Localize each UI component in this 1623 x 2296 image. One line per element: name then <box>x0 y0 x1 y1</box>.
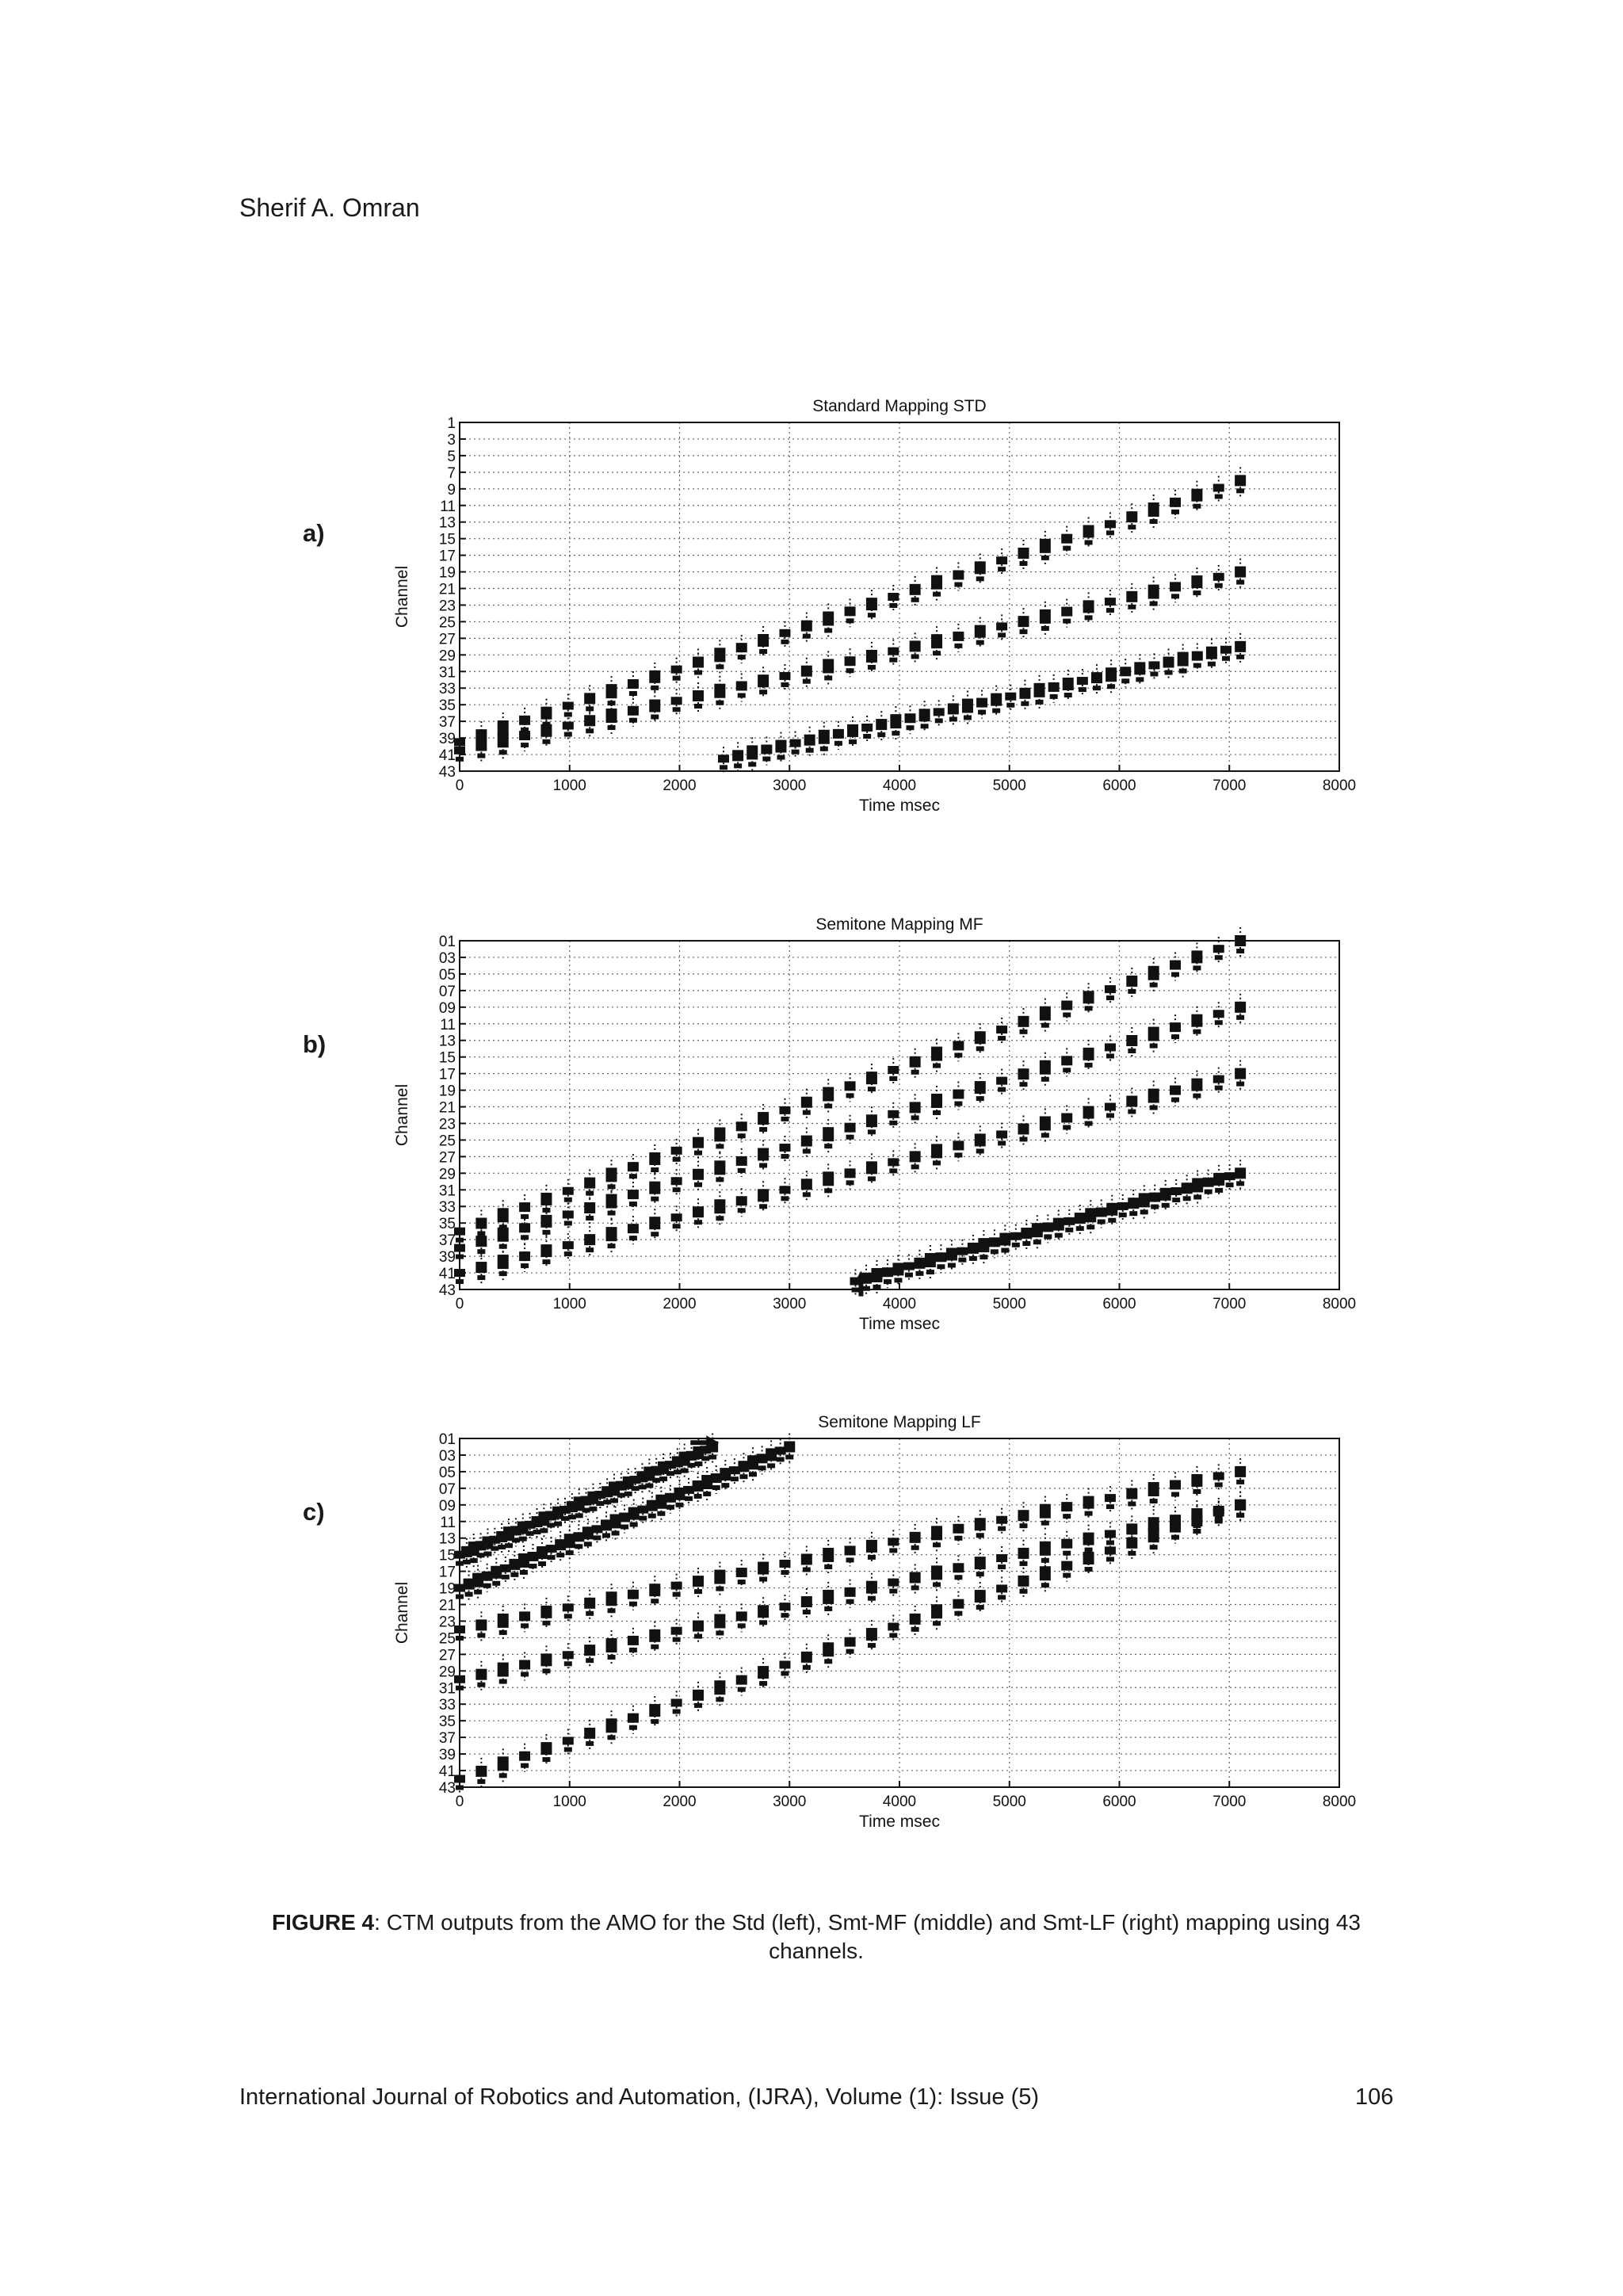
stimulation-pulse <box>1191 489 1202 502</box>
y-tick-label: 09 <box>438 1497 456 1515</box>
x-tick-label: 4000 <box>882 777 917 794</box>
stimulation-pulse <box>866 1628 877 1641</box>
y-tick-label: 27 <box>438 631 456 648</box>
y-tick-label: 23 <box>438 1116 456 1133</box>
y-tick-label: 29 <box>438 648 456 665</box>
y-tick-label: 05 <box>438 966 456 984</box>
channel-activity-band <box>454 927 1246 1247</box>
stimulation-pulse <box>775 740 786 753</box>
stimulation-pulse <box>975 625 986 638</box>
stimulation-pulse <box>803 1149 811 1154</box>
stimulation-pulse <box>999 1233 1010 1246</box>
stimulation-pulse <box>1160 1188 1171 1201</box>
stimulation-pulse <box>694 1182 702 1187</box>
y-tick-label: 33 <box>438 1199 456 1217</box>
y-tick-label: 43 <box>438 1282 456 1299</box>
y-tick-label: 03 <box>438 1447 456 1465</box>
stimulation-pulse <box>483 1552 491 1557</box>
y-tick-label: 3 <box>447 431 456 449</box>
figure-caption-text: : CTM outputs from the AMO for the Std (left), Smt-MF (middle) and Smt-LF (right) mapping using 43 channels. <box>374 1910 1361 1963</box>
stimulation-pulse <box>759 1163 767 1167</box>
stimulation-pulse <box>674 1469 682 1474</box>
stimulation-pulse <box>866 1161 877 1174</box>
y-tick-label: 17 <box>438 1564 456 1581</box>
stimulation-pulse <box>894 1278 902 1282</box>
stimulation-pulse <box>1193 1489 1201 1494</box>
x-axis-label: Time msec <box>859 797 940 815</box>
stimulation-pulse <box>540 1653 552 1666</box>
x-tick-label: 6000 <box>1102 777 1136 794</box>
chart-title: Semitone Mapping MF <box>815 915 983 934</box>
stimulation-pulse <box>651 1645 659 1649</box>
y-tick-label: 33 <box>438 1697 456 1714</box>
stimulation-pulse <box>602 1533 610 1538</box>
stimulation-pulse <box>1083 1048 1094 1060</box>
stimulation-pulse <box>1128 989 1136 994</box>
chart-semitone-mapping-mf <box>388 905 1379 1353</box>
running-header-author: Sherif A. Omran <box>239 193 420 222</box>
channel-activity-band <box>454 467 1246 757</box>
stimulation-pulse <box>866 1072 877 1084</box>
stimulation-pulse <box>1191 575 1202 588</box>
stimulation-pulse <box>649 1152 660 1165</box>
stimulation-pulse <box>463 1560 471 1564</box>
y-tick-label: 41 <box>438 747 456 765</box>
stimulation-pulse <box>866 650 877 663</box>
channel-activity-band <box>718 633 1246 774</box>
x-tick-label: 1000 <box>552 1296 586 1312</box>
y-tick-label: 37 <box>438 1730 456 1748</box>
y-tick-label: 15 <box>438 1547 456 1564</box>
y-tick-label: 27 <box>438 1647 456 1664</box>
stimulation-pulse <box>649 1704 660 1717</box>
y-axis-label: Channel <box>393 1083 411 1147</box>
channel-activity-band <box>454 1433 795 1603</box>
y-tick-label: 21 <box>438 1099 456 1117</box>
x-tick-label: 6000 <box>1102 1296 1136 1312</box>
stimulation-pulse <box>866 598 877 610</box>
stimulation-pulse <box>1076 1226 1084 1231</box>
x-tick-label: 3000 <box>773 1794 807 1810</box>
stimulation-pulse <box>866 1540 877 1553</box>
stimulation-pulse <box>758 1148 769 1160</box>
y-tick-label: 09 <box>438 999 456 1017</box>
x-tick-label: 5000 <box>992 1296 1026 1312</box>
panel-label-a: a) <box>303 519 325 547</box>
stimulation-pulse <box>803 1192 811 1197</box>
y-tick-label: 19 <box>438 1083 456 1100</box>
y-tick-label: 11 <box>440 498 456 515</box>
y-tick-label: 25 <box>438 614 456 632</box>
stimulation-pulse <box>946 1247 957 1260</box>
y-tick-label: 31 <box>438 1182 456 1200</box>
stimulation-pulse <box>758 1112 769 1125</box>
panel-label-b: b) <box>303 1030 327 1058</box>
y-tick-label: 7 <box>447 464 456 482</box>
stimulation-pulse <box>1083 525 1094 538</box>
stimulation-pulse <box>1128 1049 1136 1053</box>
y-tick-label: 19 <box>438 1580 456 1598</box>
chart-title: Standard Mapping STD <box>812 397 987 415</box>
x-tick-label: 3000 <box>773 1296 807 1312</box>
stimulation-pulse <box>1106 1203 1117 1216</box>
stimulation-pulse <box>649 1182 660 1194</box>
y-axis-label: Channel <box>393 565 411 628</box>
stimulation-pulse <box>975 1133 986 1146</box>
stimulation-pulse <box>1213 1173 1224 1186</box>
stimulation-pulse <box>649 1629 660 1642</box>
stimulation-pulse <box>758 634 769 647</box>
stimulation-pulse <box>1236 1082 1244 1087</box>
stimulation-pulse <box>758 1562 769 1575</box>
x-axis-label: Time msec <box>859 1813 940 1831</box>
y-tick-label: 17 <box>438 548 456 565</box>
stimulation-pulse <box>1108 1218 1116 1223</box>
stimulation-pulse <box>1191 1474 1202 1487</box>
stimulation-pulse <box>892 1263 903 1275</box>
x-tick-label: 8000 <box>1322 777 1357 794</box>
stimulation-pulse <box>1183 1196 1191 1201</box>
stimulation-pulse <box>649 670 660 683</box>
stimulation-pulse <box>649 700 660 712</box>
stimulation-pulse <box>651 686 659 690</box>
x-tick-label: 0 <box>455 1794 464 1810</box>
y-tick-label: 1 <box>447 415 456 432</box>
stimulation-pulse <box>1191 1079 1202 1091</box>
x-tick-label: 7000 <box>1212 1794 1247 1810</box>
y-tick-label: 05 <box>438 1464 456 1481</box>
stimulation-pulse <box>1019 1082 1027 1087</box>
y-tick-label: 39 <box>438 1747 456 1764</box>
stimulation-pulse <box>1136 677 1144 682</box>
y-tick-label: 25 <box>438 1133 456 1150</box>
y-tick-label: 13 <box>438 1033 456 1050</box>
figure-caption-label: FIGURE 4 <box>272 1910 375 1935</box>
stimulation-pulse <box>1063 678 1074 690</box>
stimulation-pulse <box>540 1742 552 1755</box>
stimulation-pulse <box>586 1658 594 1663</box>
footer-page-number: 106 <box>1355 2084 1394 2110</box>
x-tick-label: 4000 <box>882 1296 917 1312</box>
y-tick-label: 31 <box>438 664 456 682</box>
x-tick-label: 1000 <box>552 1794 586 1810</box>
stimulation-pulse <box>1193 1030 1201 1034</box>
stimulation-pulse <box>649 1217 660 1229</box>
y-tick-label: 9 <box>447 481 456 499</box>
y-tick-label: 13 <box>438 514 456 532</box>
y-tick-label: 17 <box>438 1066 456 1083</box>
stimulation-pulse <box>847 724 858 737</box>
stimulation-pulse <box>866 1581 877 1594</box>
stimulation-pulse <box>975 1081 986 1094</box>
y-tick-label: 13 <box>438 1530 456 1548</box>
stimulation-pulse <box>975 1518 986 1530</box>
stimulation-pulse <box>976 1148 984 1153</box>
y-tick-label: 37 <box>438 714 456 732</box>
stimulation-pulse <box>694 1220 702 1224</box>
stimulation-pulse <box>975 1031 986 1044</box>
x-tick-label: 0 <box>455 1296 464 1312</box>
stimulation-pulse <box>1191 950 1202 963</box>
x-tick-label: 7000 <box>1212 1296 1247 1312</box>
x-tick-label: 0 <box>455 777 464 794</box>
y-tick-label: 35 <box>438 697 456 715</box>
stimulation-pulse <box>991 693 1002 706</box>
x-axis-label: Time msec <box>859 1315 940 1333</box>
y-tick-label: 03 <box>438 949 456 967</box>
stimulation-pulse <box>1083 991 1094 1003</box>
channel-activity-band <box>850 1159 1247 1296</box>
y-tick-label: 15 <box>438 531 456 548</box>
stimulation-pulse <box>1083 1533 1094 1545</box>
stimulation-pulse <box>694 1461 702 1466</box>
x-tick-label: 2000 <box>663 1296 697 1312</box>
y-tick-label: 43 <box>438 1780 456 1797</box>
stimulation-pulse <box>1093 686 1101 690</box>
stimulation-pulse <box>1134 662 1145 674</box>
stimulation-pulse <box>540 1606 552 1618</box>
stimulation-pulse <box>624 1492 632 1496</box>
stimulation-pulse <box>603 1499 611 1504</box>
y-tick-label: 31 <box>438 1680 456 1698</box>
x-tick-label: 2000 <box>663 1794 697 1810</box>
y-axis-label: Channel <box>393 1581 411 1645</box>
stimulation-pulse <box>1206 647 1217 659</box>
y-tick-label: 25 <box>438 1630 456 1648</box>
stimulation-pulse <box>1236 580 1244 585</box>
stimulation-pulse <box>868 1176 876 1181</box>
stimulation-pulse <box>975 561 986 574</box>
y-tick-label: 5 <box>447 448 456 465</box>
stimulation-pulse <box>758 1666 769 1679</box>
x-tick-label: 5000 <box>992 1794 1026 1810</box>
stimulation-pulse <box>758 1189 769 1201</box>
x-tick-label: 8000 <box>1322 1794 1357 1810</box>
stimulation-pulse <box>1019 1030 1027 1034</box>
y-tick-label: 43 <box>438 764 456 781</box>
chart-semitone-mapping-lf <box>388 1403 1379 1851</box>
stimulation-pulse <box>975 1557 986 1569</box>
stimulation-pulse <box>803 634 811 639</box>
stimulation-pulse <box>1083 1552 1094 1564</box>
stimulation-pulse <box>648 1514 656 1519</box>
y-tick-label: 39 <box>438 1249 456 1266</box>
stimulation-pulse <box>1083 600 1094 613</box>
y-tick-label: 21 <box>438 1597 456 1614</box>
y-tick-label: 41 <box>438 1266 456 1283</box>
chart-standard-mapping <box>388 387 1379 835</box>
y-tick-label: 37 <box>438 1232 456 1250</box>
stimulation-pulse <box>586 1247 594 1252</box>
figure-caption <box>230 1908 1403 1966</box>
stimulation-pulse <box>758 1605 769 1618</box>
stimulation-pulse <box>919 709 930 721</box>
x-tick-label: 7000 <box>1212 777 1247 794</box>
y-tick-label: 07 <box>438 1480 456 1498</box>
y-tick-label: 11 <box>440 1016 456 1033</box>
stimulation-pulse <box>975 1590 986 1603</box>
stimulation-pulse <box>969 1256 977 1261</box>
y-tick-label: 29 <box>438 1664 456 1681</box>
y-tick-label: 07 <box>438 983 456 1000</box>
stimulation-pulse <box>721 1483 729 1488</box>
y-tick-label: 15 <box>438 1049 456 1067</box>
y-tick-label: 29 <box>438 1166 456 1183</box>
stimulation-pulse <box>554 1522 562 1526</box>
stimulation-pulse <box>1083 1496 1094 1509</box>
y-tick-label: 11 <box>440 1514 456 1531</box>
stimulation-pulse <box>1053 1218 1064 1231</box>
x-tick-label: 4000 <box>882 1794 917 1810</box>
y-tick-label: 27 <box>438 1149 456 1167</box>
stimulation-pulse <box>877 732 885 737</box>
y-tick-label: 19 <box>438 564 456 582</box>
stimulation-pulse <box>1236 488 1244 493</box>
channel-activity-band <box>454 1433 718 1569</box>
y-tick-label: 35 <box>438 1713 456 1731</box>
y-tick-label: 01 <box>438 1431 456 1448</box>
stimulation-pulse <box>849 739 857 744</box>
stimulation-pulse <box>477 1275 485 1280</box>
stimulation-pulse <box>1191 1014 1202 1027</box>
stimulation-pulse <box>868 1087 876 1091</box>
stimulation-pulse <box>1191 1514 1202 1526</box>
y-tick-label: 23 <box>438 1614 456 1631</box>
stimulation-pulse <box>540 1193 552 1205</box>
y-tick-label: 41 <box>438 1763 456 1781</box>
stimulation-pulse <box>540 724 552 737</box>
y-tick-label: 35 <box>438 1216 456 1233</box>
stimulation-pulse <box>540 1244 552 1257</box>
y-tick-label: 01 <box>438 934 456 950</box>
y-tick-label: 33 <box>438 681 456 698</box>
panel-label-c: c) <box>303 1498 325 1526</box>
y-tick-label: 23 <box>438 598 456 615</box>
x-tick-label: 6000 <box>1102 1794 1136 1810</box>
x-tick-label: 5000 <box>992 777 1026 794</box>
chart-title: Semitone Mapping LF <box>818 1413 981 1431</box>
stimulation-pulse <box>1083 1106 1094 1119</box>
stimulation-pulse <box>540 1215 552 1228</box>
stimulation-pulse <box>676 1503 684 1507</box>
stimulation-pulse <box>649 1584 660 1596</box>
footer-journal: International Journal of Robotics and Automation, (IJRA), Volume (1): Issue (5) <box>239 2084 1040 2110</box>
stimulation-pulse <box>1193 504 1201 509</box>
y-tick-label: 39 <box>438 731 456 748</box>
x-tick-label: 8000 <box>1322 1296 1357 1312</box>
x-tick-label: 2000 <box>663 777 697 794</box>
y-tick-label: 21 <box>438 581 456 598</box>
x-tick-label: 3000 <box>773 777 807 794</box>
stimulation-pulse <box>758 674 769 687</box>
x-tick-label: 1000 <box>552 777 586 794</box>
stimulation-pulse <box>866 1114 877 1127</box>
stimulation-pulse <box>492 1581 500 1586</box>
